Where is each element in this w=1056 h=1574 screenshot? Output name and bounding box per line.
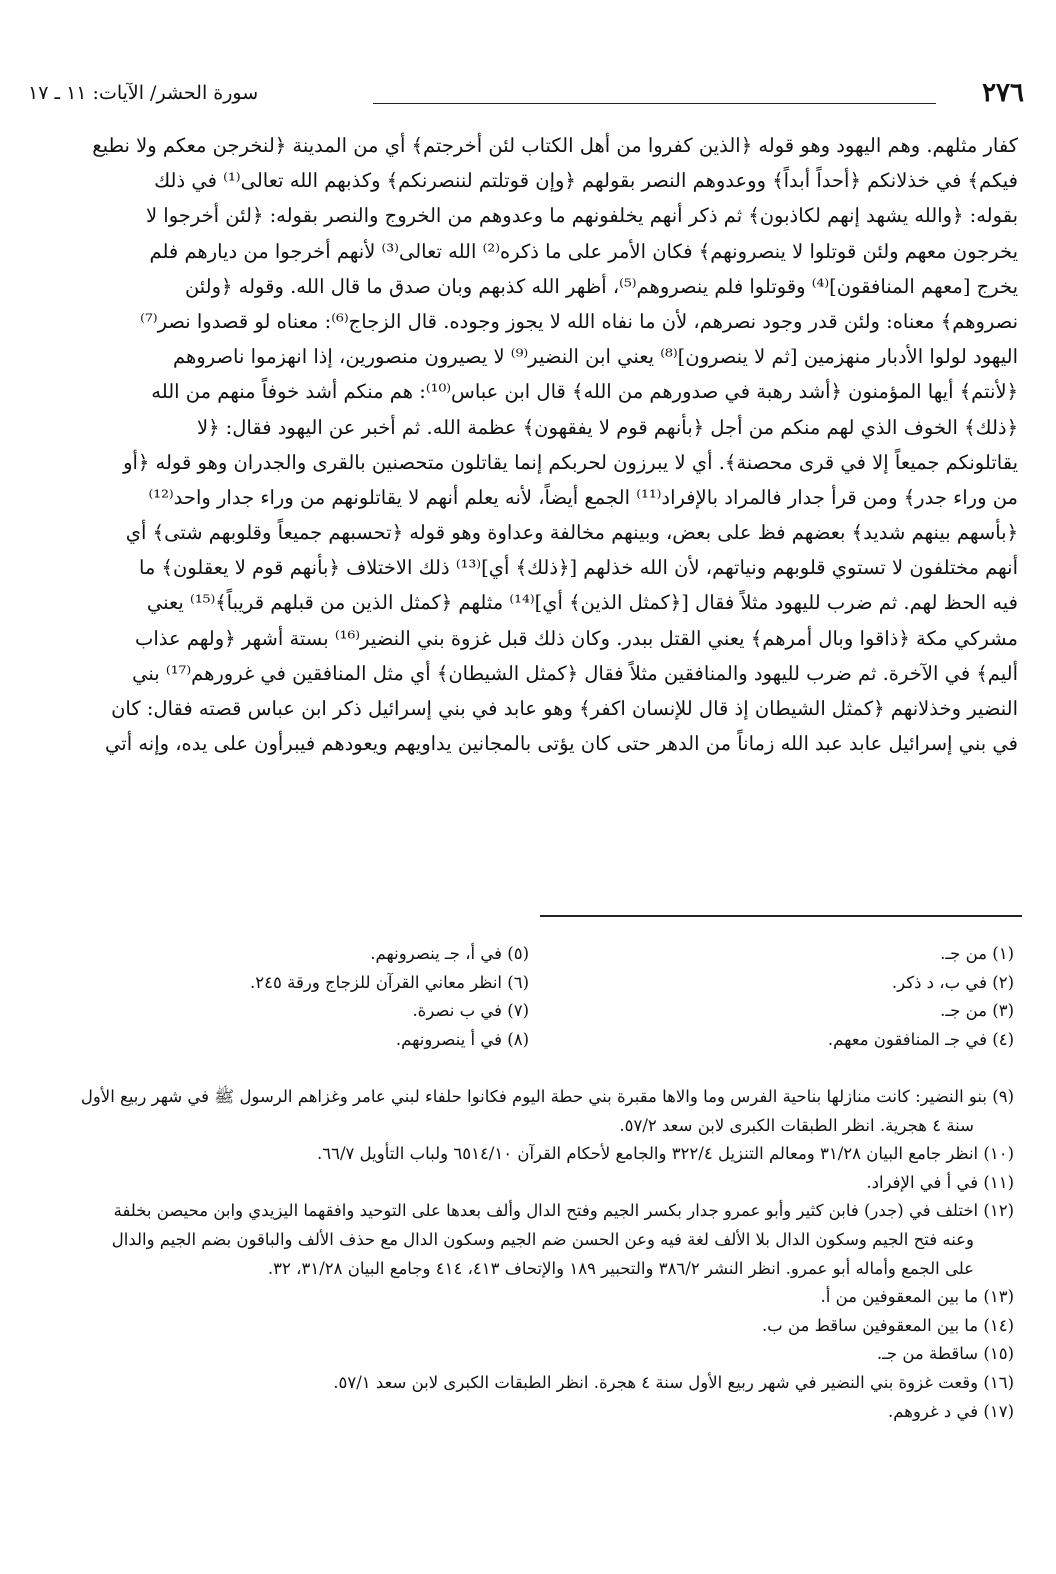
footnote: (٨) في أ ينصرونهم. [395, 1029, 529, 1049]
text-line: فيكم﴾ في خذلانكم ﴿أحداً أبداً﴾ ووعدوهم النصر بقولهم ﴿وإن قوتلتم لننصرنكم﴾ وكذبهم الله تعالى⁽¹⁾ في ذلك [154, 169, 1018, 193]
footnote: (٦) انظر معاني القرآن للزجاج ورقة ٢٤٥. [250, 972, 529, 992]
text-line: ﴿بأسهم بينهم شديد﴾ بعضهم فظ على بعض، وبينهم مخالفة وعداوة وهو قوله ﴿تحسبهم جميعاً وقلوبهم شتى﴾ أي [125, 521, 1018, 545]
footnote: (٩) بنو النضير: كانت منازلها بناحية الفرس وما والاها مقبرة بني حطة اليوم فكانوا حلفاء لبني عامر وغزاهم الرسول ﷺ في شهر ربيع الأول [80, 1087, 1014, 1106]
footnote: وعنه فتح الجيم وسكون الدال بلا الألف لغة فيه وعن الحسن ضم الجيم وسكون الدال مع حذف الألف والباقون بضم الجيم والدال [111, 1229, 974, 1249]
text-line: فيه الحظ لهم. ثم ضرب لليهود مثلاً فقال [﴿كمثل الذين﴾ أي]⁽¹⁴⁾ مثلهم ﴿كمثل الذين من قبلهم قريباً﴾⁽¹⁵⁾ يعني [146, 591, 1018, 615]
text-line: نصروهم﴾ معناه: ولئن قدر وجود نصرهم، لأن ما نفاه الله لا يجوز وجوده. قال الزجاج⁽⁶⁾: معناه لو قصدوا نصر⁽⁷⁾ [140, 309, 1018, 333]
footnote: (٤) في جـ المنافقون معهم. [827, 1029, 1014, 1049]
text-line: يخرجون معهم ولئن قوتلوا لا ينصرونهم﴾ فكان الأمر على ما ذكره⁽²⁾ الله تعالى⁽³⁾ لأنهم أخرجوا من ديارهم فلم [149, 239, 1018, 263]
footnote: على الجمع وأماله أبو عمرو. انظر النشر ٣٨٦/٢ والتحبير ١٨٩ والإتحاف ٤١٣، ٤١٤ وجامع البيان ٣١/٢٨، ٣٢. [267, 1258, 974, 1278]
footnote: (١) من جـ. [940, 944, 1014, 963]
footnote-row [44, 969, 1014, 998]
footnote: (٢) في ب، د ذكر. [891, 972, 1014, 992]
text-line: مشركي مكة ﴿ذاقوا وبال أمرهم﴾ يعني القتل ببدر. وكان ذلك قبل غزوة بني النضير⁽¹⁶⁾ بستة أشهر ﴿ولهم عذاب [134, 626, 1018, 650]
text-line: كفار مثلهم. وهم اليهود وهو قوله ﴿الذين كفروا من أهل الكتاب لئن أخرجتم﴾ أي من المدينة ﴿لنخرجن معكم ولا نطيع [92, 134, 1018, 157]
footnote: سنة ٤ هجرية. انظر الطبقات الكبرى لابن سعد ٥٧/٢. [619, 1115, 974, 1135]
text-line: من وراء جدر﴾ ومن قرأ جدار فالمراد بالإفراد⁽¹¹⁾ الجمع أيضاً، لأنه يعلم أنهم لا يقاتلونهم من وراء جدار واحد⁽¹²⁾ [148, 485, 1018, 509]
footnote: (١٣) ما بين المعقوفين من أ. [820, 1287, 1014, 1307]
text-line: يخرج [معهم المنافقون]⁽⁴⁾ وقوتلوا فلم ينصروهم⁽⁵⁾، أظهر الله كذبهم وبان صدق ما قال الله. وقوله ﴿ولئن [184, 274, 1018, 298]
text-line: أليم﴾ في الآخرة. ثم ضرب لليهود والمنافقين مثلاً فقال ﴿كمثل الشيطان﴾ أي مثل المنافقين في غرورهم⁽¹⁷⁾ بني [132, 661, 1018, 685]
footnotes-grid [44, 940, 1014, 1054]
footnote: (١٢) اختلف في (جدر) فابن كثير وأبو عمرو جدار بكسر الجيم وفتح الدال وألف بعدها على التوحيد وافقهما اليزيدي وابن محيصن بخلفة [113, 1201, 1014, 1221]
footnote-row [44, 1026, 1014, 1055]
text-line: النضير وخذلانهم ﴿كمثل الشيطان إذ قال للإنسان اكفر﴾ وهو عابد في بني إسرائيل ذكر ابن عباس قصته فقال: كان [111, 697, 1018, 720]
text-line: ﴿ذلك﴾ الخوف الذي لهم منكم من أجل ﴿بأنهم قوم لا يفقهون﴾ عظمة الله. ثم أخبر عن اليهود فقال: ﴿لا [196, 415, 1018, 439]
footnote-row [44, 997, 1014, 1026]
text-line: بقوله: ﴿والله يشهد إنهم لكاذبون﴾ ثم ذكر أنهم يخلفونهم ما وعدوهم من الخروج والنصر بقوله: ﴿لئن أخرجوا لا [145, 204, 1018, 228]
footnote-separator [540, 915, 1022, 917]
text-line: أنهم مختلفون لا تستوي قلوبهم ونياتهم، لأن الله خذلهم [﴿ذلك﴾ أي]⁽¹³⁾ ذلك الاختلاف ﴿بأنهم قوم لا يعقلون﴾ ما [138, 556, 1018, 580]
header-rule [373, 103, 936, 104]
footnote: (١٠) انظر جامع البيان ٣١/٢٨ ومعالم التنزيل ٣٢٢/٤ والجامع لأحكام القرآن ٦٥١٤/١٠ ولباب التأويل ٦٦/٧. [317, 1144, 1014, 1164]
text-line: ﴿لأنتم﴾ أيها المؤمنون ﴿أشد رهبة في صدورهم من الله﴾ قال ابن عباس⁽¹⁰⁾: هم منكم أشد خوفاً منهم من الله [151, 380, 1018, 404]
page-number: ٢٧٦ [982, 78, 1024, 108]
footnotes-list [28, 1083, 1014, 1426]
footnote: (١٤) ما بين المعقوفين ساقط من ب. [761, 1315, 1014, 1335]
footnote-row [44, 940, 1014, 969]
footnote: (١٦) وقعت غزوة بني النضير في شهر ربيع الأول سنة ٤ هجرة. انظر الطبقات الكبرى لابن سعد ٥٧/١. [333, 1372, 1014, 1392]
footnote: (٧) في ب نصرة. [412, 1001, 529, 1021]
text-line: في بني إسرائيل عابد عبد الله زماناً من الدهر حتى كان يؤتى بالمجانين يداويهم ويعودهم فيبرأون على يده، وإنه أتي [105, 732, 1018, 756]
footnote: (١١) في أ في الإفراد. [866, 1172, 1014, 1192]
main-text [28, 128, 1018, 761]
running-title: سورة الحشر/ الآيات: ١١ ـ ١٧ [28, 82, 259, 104]
footnote: (١٥) ساقطة من جـ. [876, 1344, 1014, 1364]
footnote: (١٧) في د غروهم. [888, 1401, 1014, 1421]
page-header [28, 78, 1024, 118]
footnote: (٥) في أ، جـ ينصرونهم. [370, 944, 529, 963]
text-line: اليهود لولوا الأدبار منهزمين [ثم لا ينصرون]⁽⁸⁾ يعني ابن النضير⁽⁹⁾ لا يصيرون منصورين، إذا انهزموا ناصروهم [173, 345, 1018, 369]
text-line: يقاتلونكم جميعاً إلا في قرى محصنة﴾. أي لا يبرزون لحربكم إنما يقاتلون متحصنين بالقرى والجدران وهو قوله ﴿أو [123, 450, 1018, 474]
footnote: (٣) من جـ. [940, 1001, 1014, 1021]
